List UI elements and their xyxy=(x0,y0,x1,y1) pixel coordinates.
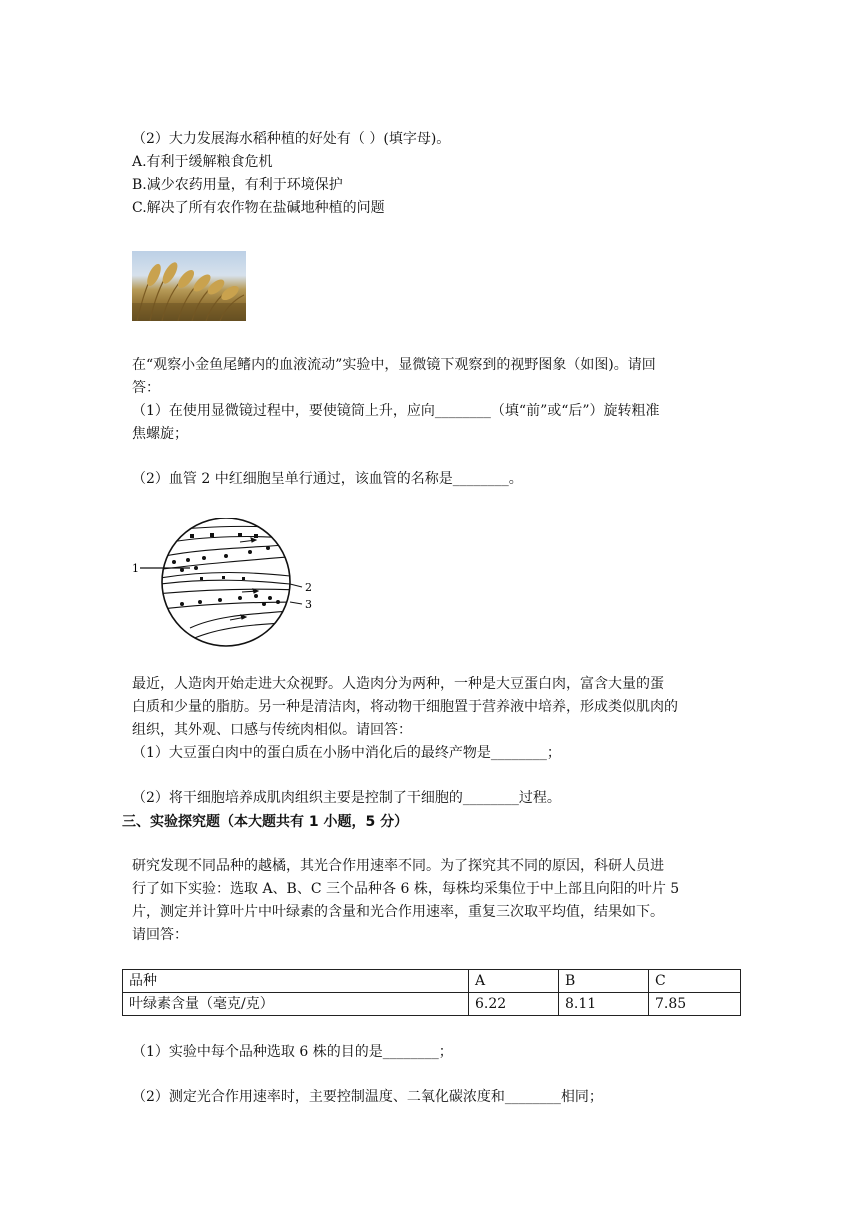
meat-q1: （1）大豆蛋白肉中的蛋白质在小肠中消化后的最终产物是________； xyxy=(132,745,561,761)
label-3: 3 xyxy=(305,598,312,611)
table-header-cell: 品种 xyxy=(123,970,469,993)
option-a: A.有利于缓解粮食危机 xyxy=(132,154,273,170)
table-cell: 8.11 xyxy=(559,993,649,1016)
label-1: 1 xyxy=(132,562,139,575)
fish-q2: （2）血管 2 中红细胞呈单行通过，该血管的名称是________。 xyxy=(132,471,523,487)
exp-p4: 请回答： xyxy=(132,927,188,943)
exp-p2: 行了如下实验：选取 A、B、C 三个品种各 6 株，每株均采集位于中上部且向阳的叶片 5 xyxy=(132,881,680,897)
table-header-cell: B xyxy=(559,970,649,993)
q2-seawater-rice: （2）大力发展海水稻种植的好处有（ ）(填字母)。 xyxy=(132,131,451,147)
option-c: C.解决了所有农作物在盐碱地种植的问题 xyxy=(132,200,385,216)
exp-p3: 片，测定并计算叶片中叶绿素的含量和光合作用速率，重复三次取平均值，结果如下。 xyxy=(132,904,664,920)
chlorophyll-table xyxy=(122,969,741,1016)
table-cell: 叶绿素含量（毫克/克） xyxy=(123,993,469,1016)
table-row xyxy=(123,993,741,1016)
meat-p1: 最近，人造肉开始走进大众视野。人造肉分为两种，一种是大豆蛋白肉，富含大量的蛋 xyxy=(132,676,664,692)
exp-p1: 研究发现不同品种的越橘，其光合作用速率不同。为了探究其不同的原因，科研人员进 xyxy=(132,858,664,874)
rice-photo xyxy=(132,251,246,321)
exp-q2: （2）测定光合作用速率时，主要控制温度、二氧化碳浓度和________相同； xyxy=(132,1089,603,1105)
table-row xyxy=(123,970,741,993)
table-header-cell: A xyxy=(469,970,559,993)
fish-q1-line2: 焦螺旋； xyxy=(132,426,188,442)
table-cell: 6.22 xyxy=(469,993,559,1016)
option-b: B.减少农药用量，有利于环境保护 xyxy=(132,177,343,193)
fish-q1-line1: （1）在使用显微镜过程中，要使镜筒上升，应向________（填“前”或“后”）旋转粗准 xyxy=(132,403,660,419)
table-cell: 7.85 xyxy=(649,993,741,1016)
section-heading: 三、实验探究题（本大题共有 1 小题，5 分） xyxy=(122,814,409,830)
fish-intro-line1: 在“观察小金鱼尾鳍内的血液流动”实验中，显微镜下观察到的视野图象（如图)。请回 xyxy=(132,357,656,373)
fish-intro-line2: 答： xyxy=(132,380,160,396)
exp-q1: （1）实验中每个品种选取 6 株的目的是________； xyxy=(132,1044,453,1060)
meat-q2: （2）将干细胞培养成肌肉组织主要是控制了干细胞的________过程。 xyxy=(132,790,561,806)
meat-p2: 白质和少量的脂肪。另一种是清洁肉，将动物干细胞置于营养液中培养，形成类似肌肉的 xyxy=(132,699,678,715)
microscope-field-diagram xyxy=(130,518,330,648)
table-header-cell: C xyxy=(649,970,741,993)
label-2: 2 xyxy=(305,581,312,594)
meat-p3: 组织，其外观、口感与传统肉相似。请回答： xyxy=(132,722,412,738)
